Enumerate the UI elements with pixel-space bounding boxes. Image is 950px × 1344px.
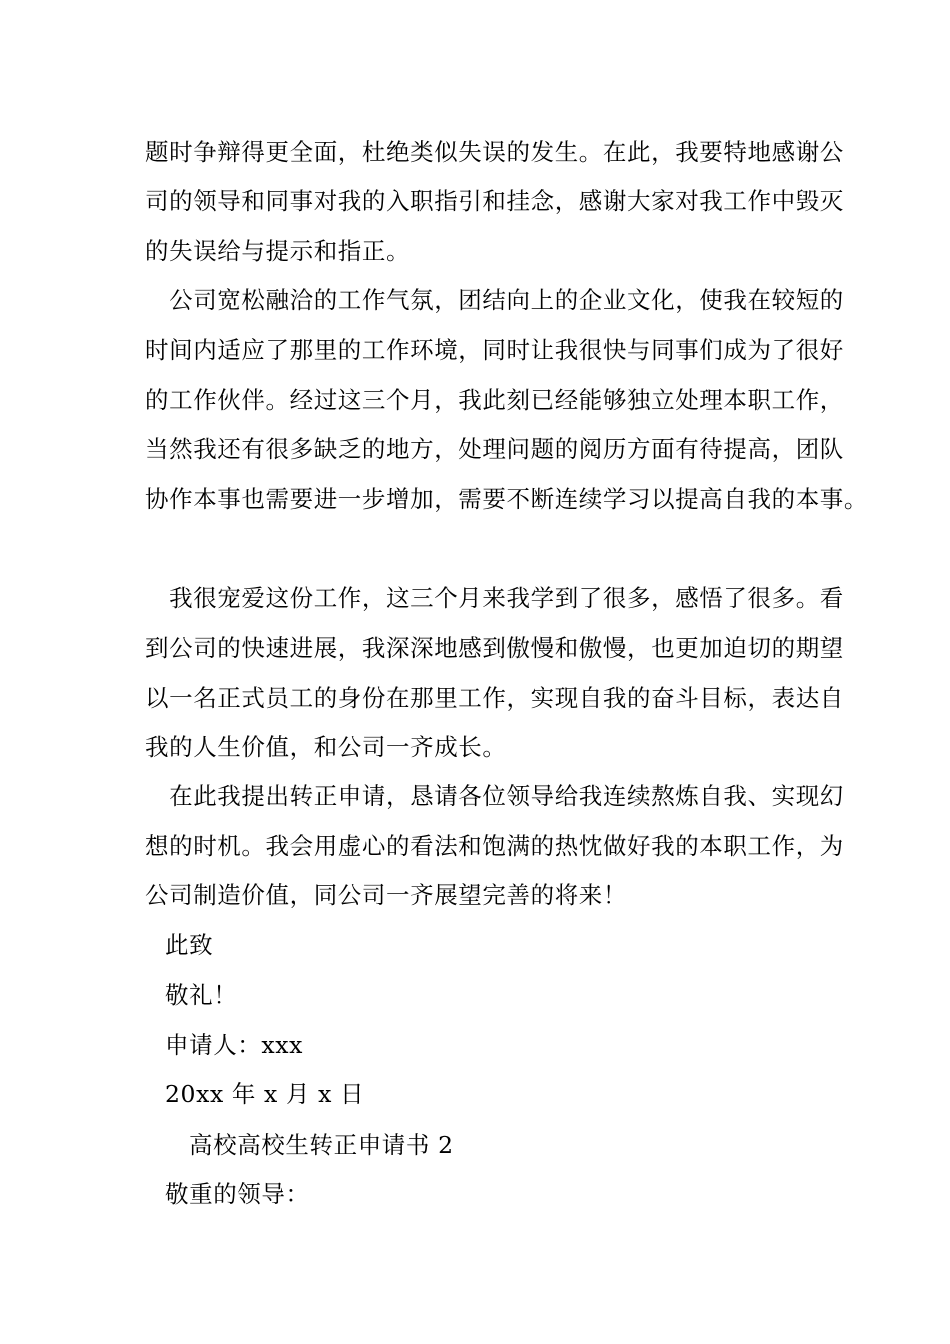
paragraph-3-line-4: 我的人生价值，和公司一齐成长。 (145, 733, 507, 761)
paragraph-3-line-1: 我很宠爱这份工作，这三个月来我学到了很多，感悟了很多。看 (145, 584, 844, 612)
paragraph-1-line-2: 司的领导和同事对我的入职指引和挂念，感谢大家对我工作中毁灭 (145, 187, 844, 215)
next-section-greeting: 敬重的领导： (165, 1180, 310, 1208)
paragraph-3-line-3: 以一名正式员工的身份在那里工作，实现自我的奋斗目标，表达自 (145, 684, 844, 712)
paragraph-2-line-4: 当然我还有很多缺乏的地方，处理问题的阅历方面有待提高，团队 (145, 435, 844, 463)
date-line: 20xx 年 x 月 x 日 (165, 1080, 365, 1108)
paragraph-4-line-2: 想的时机。我会用虚心的看法和饱满的热忱做好我的本职工作，为 (145, 832, 844, 860)
paragraph-4-line-1: 在此我提出转正申请，恳请各位领导给我连续熬炼自我、实现幻 (145, 782, 844, 810)
paragraph-2-line-3: 的工作伙伴。经过这三个月，我此刻已经能够独立处理本职工作， (145, 386, 844, 414)
closing-text: 此致 (165, 931, 214, 959)
paragraph-3-line-2: 到公司的快速进展，我深深地感到傲慢和傲慢，也更加迫切的期望 (145, 634, 844, 662)
paragraph-2-line-5: 协作本事也需要进一步增加，需要不断连续学习以提高自我的本事。 (145, 485, 868, 513)
paragraph-1-line-3: 的失误给与提示和指正。 (145, 237, 411, 265)
paragraph-2-line-1: 公司宽松融洽的工作气氛，团结向上的企业文化，使我在较短的 (145, 286, 844, 314)
paragraph-4-line-3: 公司制造价值，同公司一齐展望完善的将来！ (145, 881, 627, 909)
paragraph-1-line-1: 题时争辩得更全面，杜绝类似失误的发生。在此，我要特地感谢公 (145, 138, 844, 166)
applicant-line: 申请人：xxx (165, 1031, 303, 1059)
salute-text: 敬礼！ (165, 981, 238, 1009)
next-section-title: 高校高校生转正申请书 2 (189, 1131, 454, 1159)
paragraph-2-line-2: 时间内适应了那里的工作环境，同时让我很快与同事们成为了很好 (145, 336, 844, 364)
